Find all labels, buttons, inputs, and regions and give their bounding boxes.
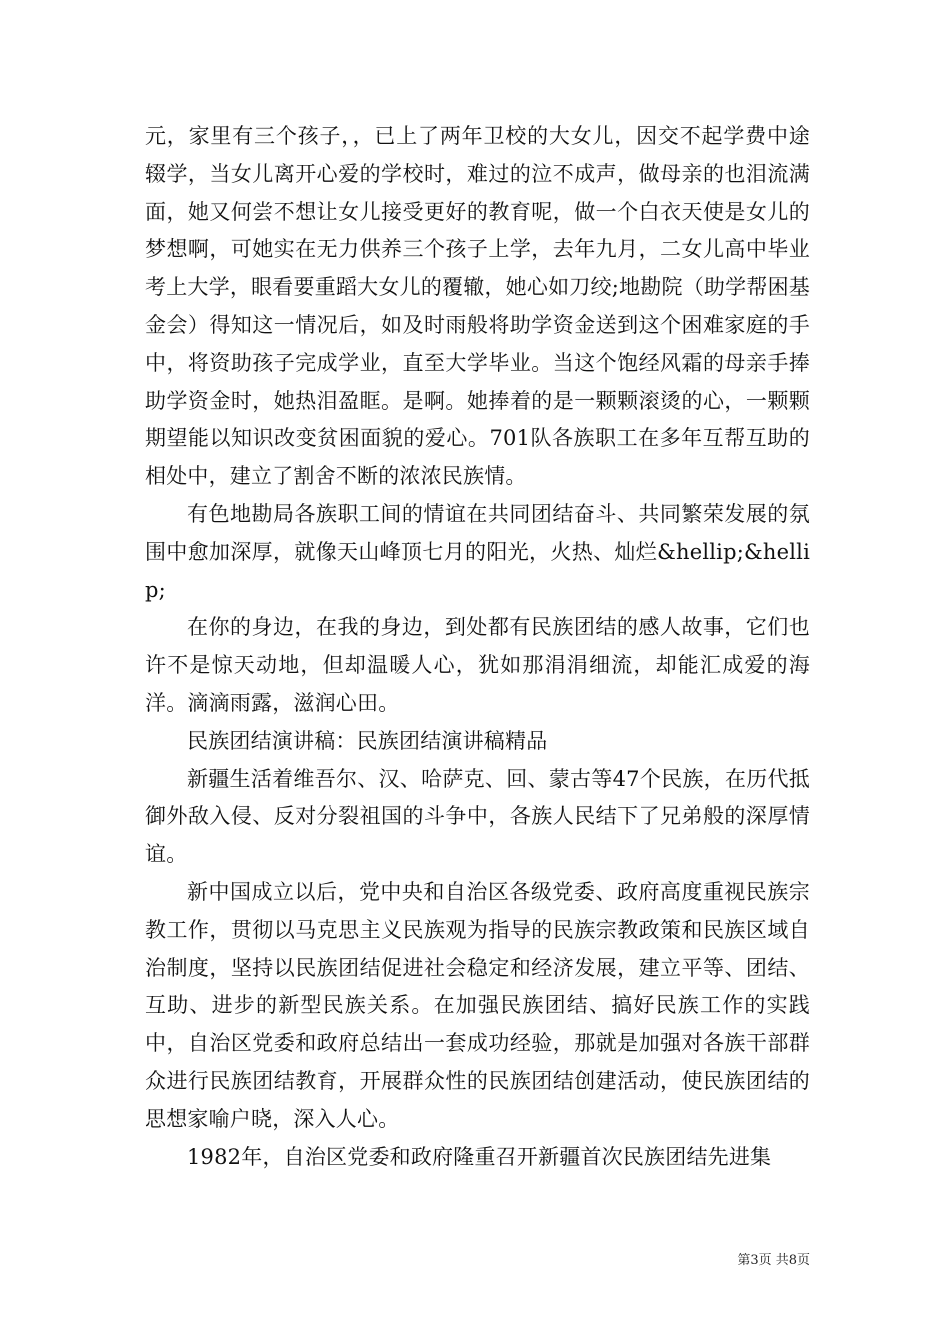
paragraph-3: 在你的身边，在我的身边，到处都有民族团结的感人故事，它们也许不是惊天动地，但却温暖人心，犹如那涓涓细流，却能汇成爱的海洋。滴滴雨露，滋润心田。 — [145, 615, 810, 715]
paragraph-6: 1982年，自治区党委和政府隆重召开新疆首次民族团结先进集 — [187, 1144, 772, 1169]
paragraph-4: 新疆生活着维吾尔、汉、哈萨克、回、蒙古等47个民族，在历代抵御外敌入侵、反对分裂祖国的斗争中，各族人民结下了兄弟般的深厚情谊。 — [145, 766, 810, 867]
paragraph-1: 元，家里有三个孩子，，已上了两年卫校的大女儿，因交不起学费中途辍学，当女儿离开心爱的学校时，难过的泣不成声，做母亲的也泪流满面，她又何尝不想让女儿接受更好的教育呢，做一个白衣天使是女儿的梦想啊，可她实在无力供养三个孩子上学，去年九月，二女儿高中毕业考上大学，眼看要重蹈大女儿的覆辙，她心如刀绞;地勘院（助学帮困基金会）得知这一情况后，如及时雨般将助学资金送到这个困难家庭的手中，将资助孩子完成学业，直至大学毕业。当这个饱经风霜的母亲手捧助学资金时，她热泪盈眶。是啊。她捧着的是一颗颗滚烫的心，一颗颗期望能以知识改变贫困面貌的爱心。701队各族职工在多年互帮互助的相处中，建立了割舍不断的浓浓民族情。 — [145, 124, 810, 489]
paragraph-2: 有色地勘局各族职工间的情谊在共同团结奋斗、共同繁荣发展的氛围中愈加深厚，就像天山峰顶七月的阳光，火热、灿烂&hellip;&hellip; — [145, 501, 810, 602]
paragraph-5: 新中国成立以后，党中央和自治区各级党委、政府高度重视民族宗教工作，贯彻以马克思主义民族观为指导的民族宗教政策和民族区域自治制度，坚持以民族团结促进社会稳定和经济发展，建立平等、团结、互助、进步的新型民族关系。在加强民族团结、搞好民族工作的实践中，自治区党委和政府总结出一套成功经验，那就是加强对各族干部群众进行民族团结教育，开展群众性的民族团结创建活动，使民族团结的思想家喻户晓，深入人心。 — [145, 879, 810, 1131]
section-heading: 民族团结演讲稿：民族团结演讲稿精品 — [187, 728, 548, 753]
document-body — [145, 118, 810, 1176]
page-number: 第3页 共8页 — [737, 1253, 810, 1268]
